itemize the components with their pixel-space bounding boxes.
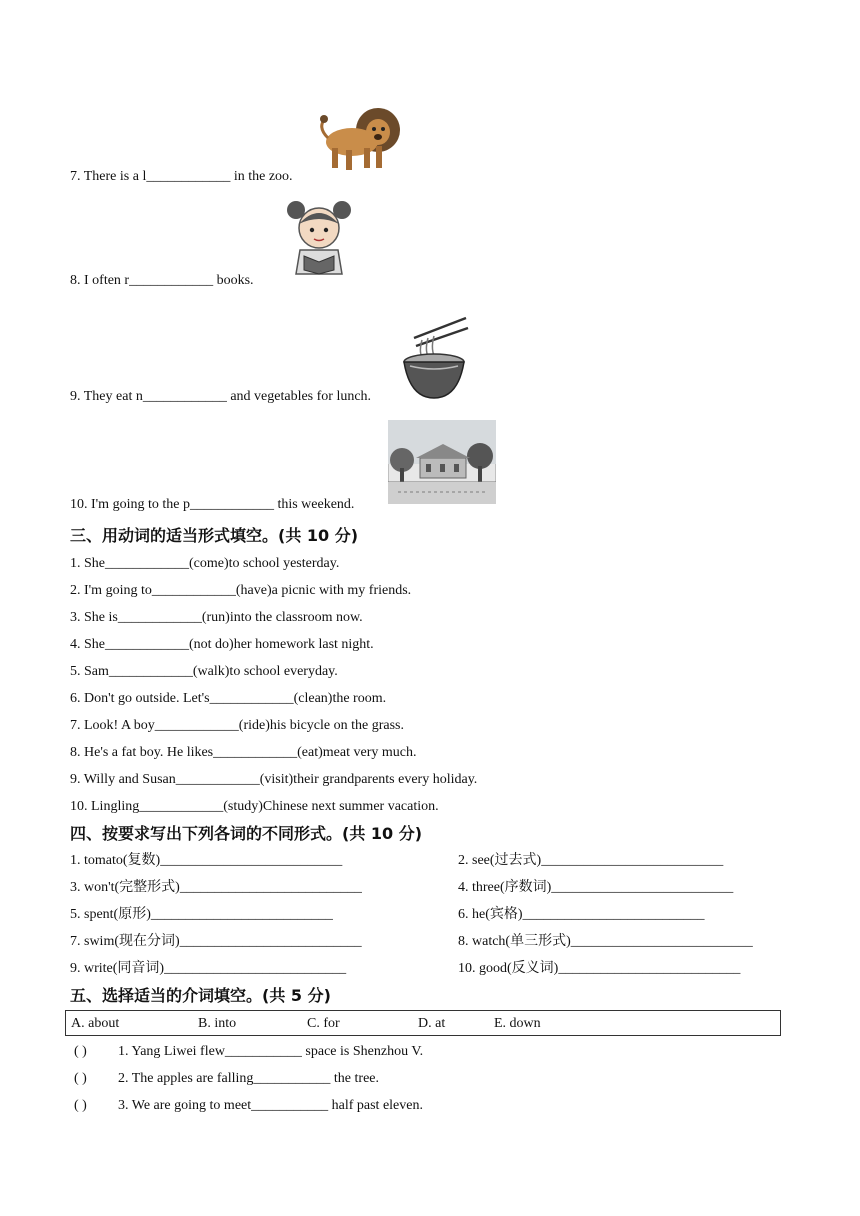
vocab-item-8: 8. I often r____________ books. bbox=[70, 273, 254, 288]
vocab-item-7: 7. There is a l____________ in the zoo. bbox=[70, 169, 293, 184]
option-a: A. about bbox=[71, 1016, 120, 1031]
section4-item-9: 9. write(同音词)__________________________ bbox=[70, 961, 347, 976]
section4-item-7: 7. swim(现在分词)__________________________ bbox=[70, 934, 362, 949]
option-c: C. for bbox=[307, 1016, 340, 1031]
park-picture bbox=[388, 420, 496, 504]
options-box bbox=[65, 1010, 781, 1036]
section5-item-2 bbox=[74, 1070, 379, 1088]
answer-blank[interactable]: ( ) bbox=[74, 1098, 87, 1113]
section3-item-9: 9. Willy and Susan____________(visit)their grandparents every holiday. bbox=[70, 772, 478, 787]
section3-item-7: 7. Look! A boy____________(ride)his bicycle on the grass. bbox=[70, 718, 405, 733]
section3-item-1: 1. She____________(come)to school yesterday. bbox=[70, 556, 340, 571]
section4-item-1: 1. tomato(复数)__________________________ bbox=[70, 853, 343, 868]
section4-item-4: 4. three(序数词)__________________________ bbox=[458, 880, 734, 895]
option-d: D. at bbox=[418, 1016, 446, 1031]
section3-item-6: 6. Don't go outside. Let's____________(clean)the room. bbox=[70, 691, 387, 706]
section5-heading: 五、选择适当的介词填空。(共 5 分) bbox=[70, 986, 331, 1005]
vocab-item-9: 9. They eat n____________ and vegetables for lunch. bbox=[70, 389, 372, 404]
section5-item-text: 1. Yang Liwei flew___________ space is Shenzhou V. bbox=[118, 1044, 424, 1059]
section5-item-3 bbox=[74, 1097, 423, 1115]
section5-item-1 bbox=[74, 1043, 423, 1061]
section4-item-5: 5. spent(原形)__________________________ bbox=[70, 907, 333, 922]
section3-item-10: 10. Lingling____________(study)Chinese next summer vacation. bbox=[70, 799, 439, 814]
section4-item-10: 10. good(反义词)__________________________ bbox=[458, 961, 741, 976]
section3-item-5: 5. Sam____________(walk)to school everyday. bbox=[70, 664, 338, 679]
lion-picture bbox=[316, 98, 442, 174]
section3-item-8: 8. He's a fat boy. He likes____________(eat)meat very much. bbox=[70, 745, 417, 760]
section5-item-text: 2. The apples are falling___________ the tree. bbox=[118, 1071, 379, 1086]
section3-item-3: 3. She is____________(run)into the classroom now. bbox=[70, 610, 363, 625]
section4-item-2: 2. see(过去式)__________________________ bbox=[458, 853, 724, 868]
section4-item-6: 6. he(宾格)__________________________ bbox=[458, 907, 705, 922]
noodles-bowl-picture bbox=[400, 310, 496, 402]
section4-item-3: 3. won't(完整形式)__________________________ bbox=[70, 880, 362, 895]
vocab-item-10: 10. I'm going to the p____________ this weekend. bbox=[70, 497, 355, 512]
section4-item-8: 8. watch(单三形式)__________________________ bbox=[458, 934, 753, 949]
option-b: B. into bbox=[198, 1016, 237, 1031]
section5-item-text: 3. We are going to meet___________ half past eleven. bbox=[118, 1098, 423, 1113]
section3-item-4: 4. She____________(not do)her homework last night. bbox=[70, 637, 374, 652]
answer-blank[interactable]: ( ) bbox=[74, 1071, 87, 1086]
section3-heading: 三、用动词的适当形式填空。(共 10 分) bbox=[70, 526, 359, 545]
answer-blank[interactable]: ( ) bbox=[74, 1044, 87, 1059]
section3-item-2: 2. I'm going to____________(have)a picnic with my friends. bbox=[70, 583, 412, 598]
section4-heading: 四、按要求写出下列各词的不同形式。(共 10 分) bbox=[70, 824, 423, 843]
girl-reading-picture bbox=[278, 196, 360, 278]
option-e: E. down bbox=[494, 1016, 541, 1031]
